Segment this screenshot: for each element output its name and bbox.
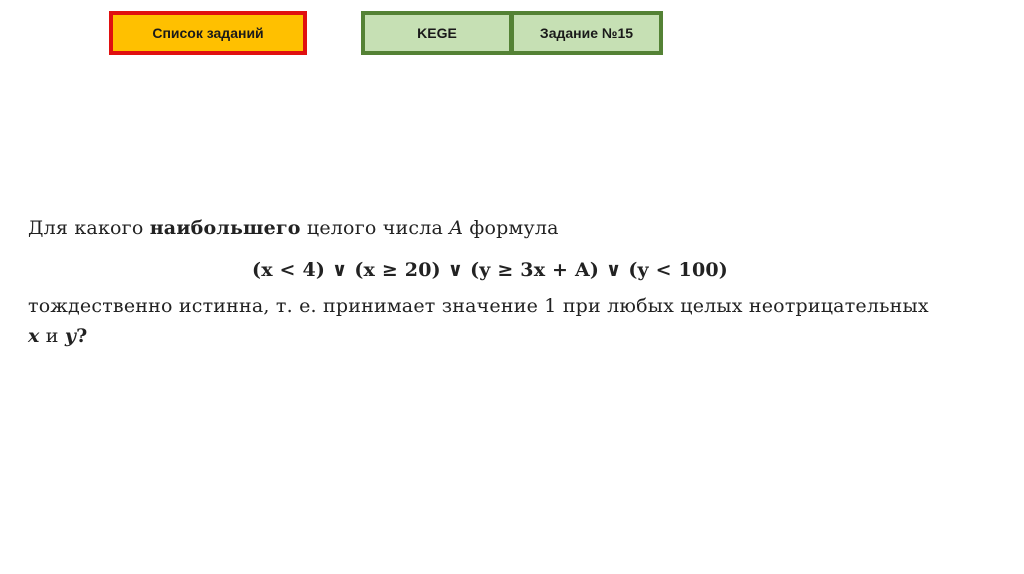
kege-button[interactable]: [361, 11, 513, 55]
task-line-4-and: и: [39, 325, 65, 347]
task-line-1-part-a: Для какого: [28, 217, 150, 239]
task-line-3: тождественно истинна, т. е. принимает значение 1 при любых целых неотрицательных: [28, 295, 929, 317]
task-list-button[interactable]: [109, 11, 307, 55]
kege-label: KEGE: [417, 25, 457, 41]
task-line-4: [28, 325, 87, 347]
task-list-label: Список заданий: [152, 25, 264, 41]
task-line-1-emphasis: наибольшего: [149, 217, 301, 239]
task-variable-y: y: [64, 325, 77, 347]
task-question-mark: ?: [76, 325, 88, 347]
task-formula: (x < 4) ∨ (x ≥ 20) ∨ (y ≥ 3x + A) ∨ (y < 100): [252, 259, 728, 281]
task-line-1: [28, 217, 559, 239]
task-variable-x: x: [28, 325, 40, 347]
task-variable-a: A: [449, 217, 464, 239]
task-number-label: Задание №15: [539, 25, 634, 41]
task-line-1-part-b: целого числа: [300, 217, 450, 239]
task-number-button[interactable]: [510, 11, 663, 55]
task-line-1-part-c: формула: [463, 217, 559, 239]
